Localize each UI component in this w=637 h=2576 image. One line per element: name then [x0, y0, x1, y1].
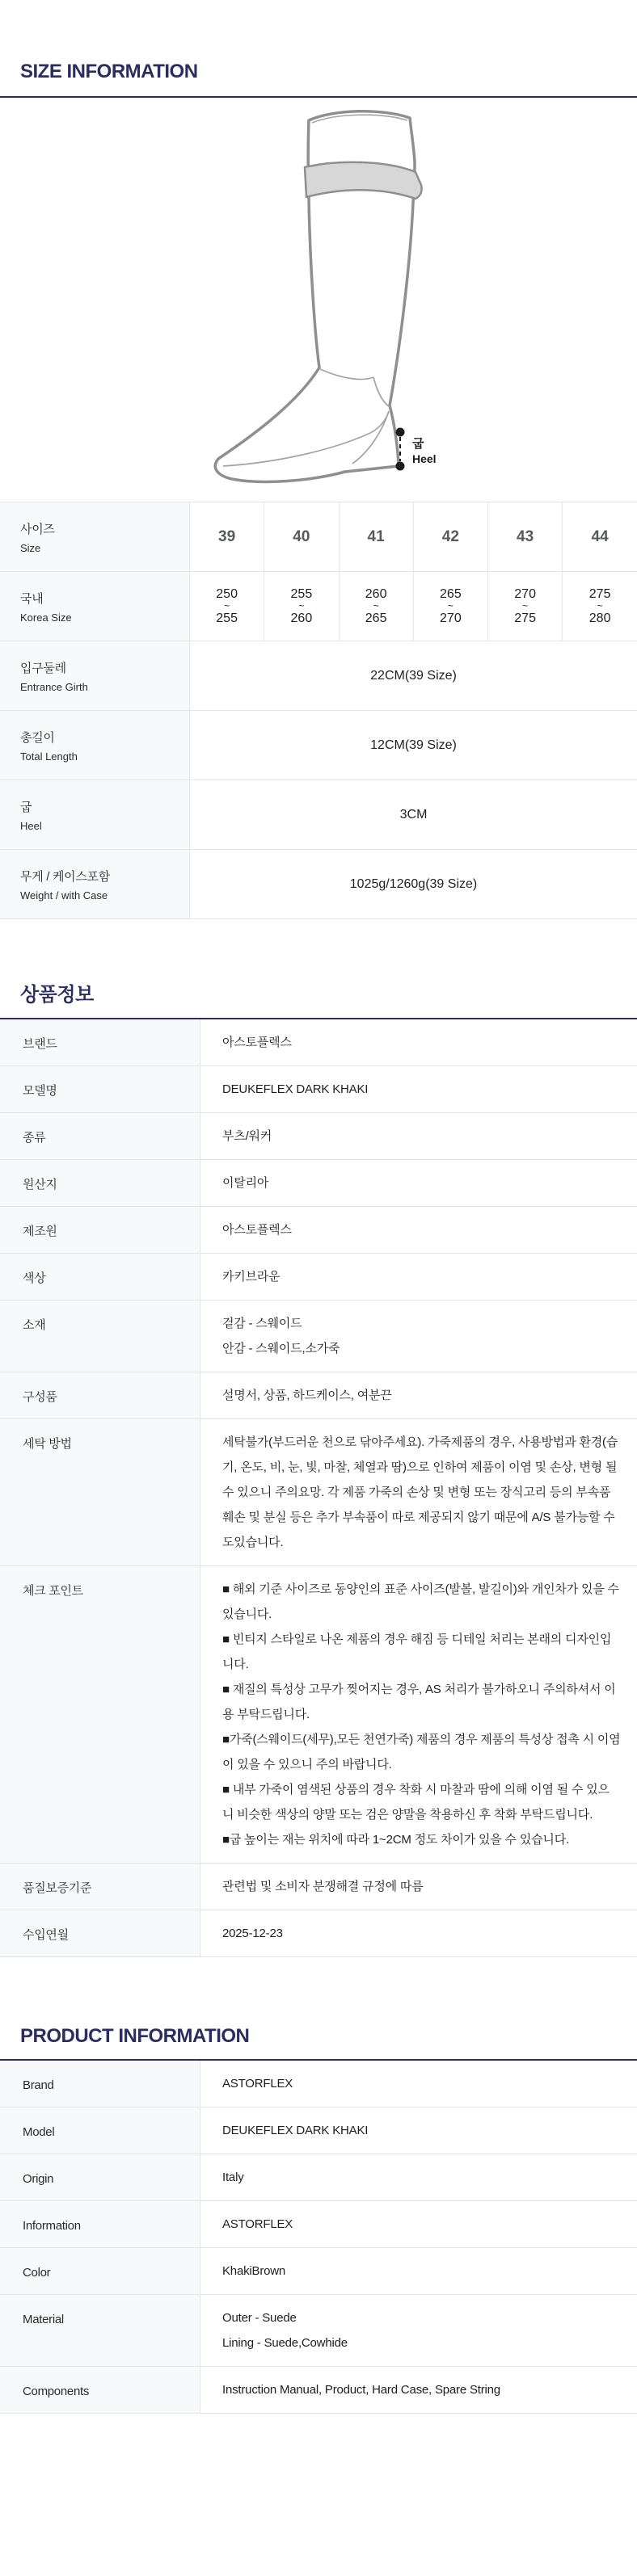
table-row-brand: [0, 2060, 637, 2107]
row-value: 관련법 및 소비자 분쟁해결 규정에 따름: [222, 1880, 424, 1893]
row-value: Instruction Manual, Product, Hard Case, Spare String: [222, 2383, 500, 2397]
product-info-en-title: PRODUCT INFORMATION: [20, 2025, 250, 2047]
row-label: 체크 포인트: [0, 1566, 200, 1864]
row-label: Brand: [0, 2060, 200, 2107]
heel-measure-dot-bottom: [396, 462, 405, 471]
row-label: 소재: [0, 1301, 200, 1372]
row-label: 품질보증기준: [0, 1864, 200, 1910]
row-value: ASTORFLEX: [222, 2217, 293, 2231]
row-label: [0, 711, 190, 780]
row-value: 아스토플렉스: [222, 1223, 292, 1237]
row-label-en: Weight / with Case: [20, 889, 108, 901]
size-information-section: [0, 61, 637, 919]
table-row-material: [0, 1301, 637, 1372]
table-row-model: [0, 2107, 637, 2154]
product-info-ko-title: 상품정보: [20, 984, 94, 1006]
row-label-ko: 굽: [20, 800, 32, 814]
table-row-information: [0, 2201, 637, 2248]
row-label: 제조원: [0, 1207, 200, 1254]
table-row-size: [0, 502, 637, 572]
row-value: 2025-12-23: [222, 1927, 283, 1940]
row-label-ko: 총길이: [20, 730, 55, 745]
row-label: [0, 641, 190, 711]
boot-diagram-area: [0, 98, 637, 502]
table-row-manufacturer: [0, 1207, 637, 1254]
row-label: 수입연월: [0, 1910, 200, 1957]
section-gap: [0, 919, 637, 984]
size-cell: 42: [413, 502, 487, 572]
row-label-ko: 입구둘레: [20, 661, 66, 675]
row-value: 카키브라운: [222, 1270, 281, 1284]
row-label: 모델명: [0, 1066, 200, 1113]
row-label-en: Heel: [20, 819, 42, 832]
row-label-en: Entrance Girth: [20, 680, 88, 693]
size-cell: 43: [488, 502, 563, 572]
table-row-origin: [0, 1160, 637, 1207]
row-label: Model: [0, 2107, 200, 2154]
row-label-en: Korea Size: [20, 611, 72, 624]
table-row-components: [0, 2367, 637, 2414]
table-row-korea-size: [0, 572, 637, 641]
table-row-model: [0, 1066, 637, 1113]
table-row-brand: [0, 1019, 637, 1066]
row-label-en: Size: [20, 541, 41, 554]
table-row-weight: [0, 850, 637, 919]
row-value: DEUKEFLEX DARK KHAKI: [222, 2124, 369, 2137]
table-row-heel: [0, 780, 637, 850]
section-gap: [0, 1957, 637, 2025]
table-row-material: [0, 2295, 637, 2367]
row-value: 12CM(39 Size): [370, 738, 457, 752]
table-row-components: [0, 1372, 637, 1419]
row-value: 1025g/1260g(39 Size): [349, 876, 478, 891]
row-label-en: Total Length: [20, 750, 78, 763]
size-cell: 40: [264, 502, 339, 572]
size-cell: 39: [218, 527, 236, 545]
size-information-title: SIZE INFORMATION: [20, 61, 198, 82]
row-label-ko: 무게 / 케이스포함: [20, 869, 110, 884]
row-label: [0, 502, 190, 572]
korea-size-cell: 250 ~ 255: [216, 587, 238, 625]
row-label: Color: [0, 2248, 200, 2295]
row-label: Components: [0, 2367, 200, 2414]
table-row-entrance-girth: [0, 641, 637, 711]
table-row-color: [0, 1254, 637, 1301]
table-row-total-length: [0, 711, 637, 780]
row-value: 설명서, 상품, 하드케이스, 여분끈: [222, 1389, 392, 1402]
korea-size-cell: 275 ~ 280: [563, 572, 637, 641]
row-value: ASTORFLEX: [222, 2077, 293, 2091]
row-label: 세탁 방법: [0, 1419, 200, 1566]
product-info-en-table: [0, 2059, 637, 2414]
korea-size-cell: 270 ~ 275: [488, 572, 563, 641]
row-label: [0, 850, 190, 919]
row-value: 겉감 - 스웨이드 안감 - 스웨이드,소가죽: [222, 1317, 340, 1355]
row-label-ko: 사이즈: [20, 522, 55, 536]
row-label: [0, 572, 190, 641]
row-value: ■ 해외 기준 사이즈로 동양인의 표준 사이즈(발볼, 발길이)와 개인차가 있을 수 있습니다. ■ 빈티지 스타일로 나온 제품의 경우 해짐 등 디테일 처리는 본래의 디자인입니다. ■ 재질의 특성상 고무가 찢어지는 경우, AS 처리가 불가하오니 주의하셔서 이용 부탁드립니다. ■가죽(스웨이드(세무),모든 천연가죽) 제품의 경우 제품의 특성상 접촉 시 이염이 있을 수 있으니 주의 바랍니다. ■ 내부 가죽이 염색된 상품의 경우 착화 시 마찰과 땀에 의해 이염 될 수 있으니 비슷한 색상의 양말 또는 검은 양말을 착용하신 후 착화 부탁드립니다. ■굽 높이는 재는 위치에 따라 1~2CM 정도 차이가 있을 수 있습니다.: [222, 1582, 621, 1847]
heel-label-ko: 굽: [412, 437, 424, 451]
size-cell: 41: [339, 502, 413, 572]
row-label: Origin: [0, 2154, 200, 2201]
korea-size-cell: 260 ~ 265: [339, 572, 413, 641]
row-value: KhakiBrown: [222, 2264, 286, 2278]
table-row-color: [0, 2248, 637, 2295]
table-row-origin: [0, 2154, 637, 2201]
korea-size-cell: 255 ~ 260: [264, 572, 339, 641]
row-value: 3CM: [399, 807, 428, 822]
table-row-type: [0, 1113, 637, 1160]
row-label: 색상: [0, 1254, 200, 1301]
row-value: Outer - Suede Lining - Suede,Cowhide: [222, 2311, 348, 2350]
korea-size-cell: 265 ~ 270: [413, 572, 487, 641]
table-row-washing: [0, 1419, 637, 1566]
table-row-check-points: [0, 1566, 637, 1864]
bottom-whitespace: [0, 2414, 637, 2469]
row-value: 이탈리아: [222, 1176, 269, 1190]
row-value: 22CM(39 Size): [370, 668, 457, 683]
row-value: 부츠/워커: [222, 1129, 272, 1143]
row-value: 아스토플렉스: [222, 1036, 292, 1049]
table-row-import-date: [0, 1910, 637, 1957]
row-value: Italy: [222, 2170, 244, 2184]
product-info-ko-table: [0, 1018, 637, 1957]
row-label: 구성품: [0, 1372, 200, 1419]
product-info-ko-section: [0, 984, 637, 1957]
row-label: 종류: [0, 1113, 200, 1160]
row-label: 원산지: [0, 1160, 200, 1207]
heel-label-en: Heel: [412, 452, 437, 465]
row-label: Information: [0, 2201, 200, 2248]
row-label-ko: 국내: [20, 591, 44, 606]
row-label: Material: [0, 2295, 200, 2367]
row-label: 브랜드: [0, 1019, 200, 1066]
table-row-warranty: [0, 1864, 637, 1910]
row-label: [0, 780, 190, 850]
row-value: 세탁불가(부드러운 천으로 닦아주세요). 가죽제품의 경우, 사용방법과 환경(습기, 온도, 비, 눈, 빛, 마찰, 체열과 땀)으로 인하여 제품이 이염 및 손상, 변형 될 수 있으니 주의요망. 각 제품 가죽의 손상 및 변형 또는 장식고리 등의 부속품 훼손 및 분실 등은 추가 부속품이 따로 제공되지 않기 때문에 A/S 불가능할 수 도있습니다.: [222, 1435, 618, 1549]
size-cell: 44: [563, 502, 637, 572]
size-table: [0, 502, 637, 919]
heel-measure-dot-top: [396, 428, 405, 437]
boot-size-diagram: [186, 98, 453, 502]
row-value: DEUKEFLEX DARK KHAKI: [222, 1082, 369, 1096]
product-info-en-section: [0, 2025, 637, 2414]
